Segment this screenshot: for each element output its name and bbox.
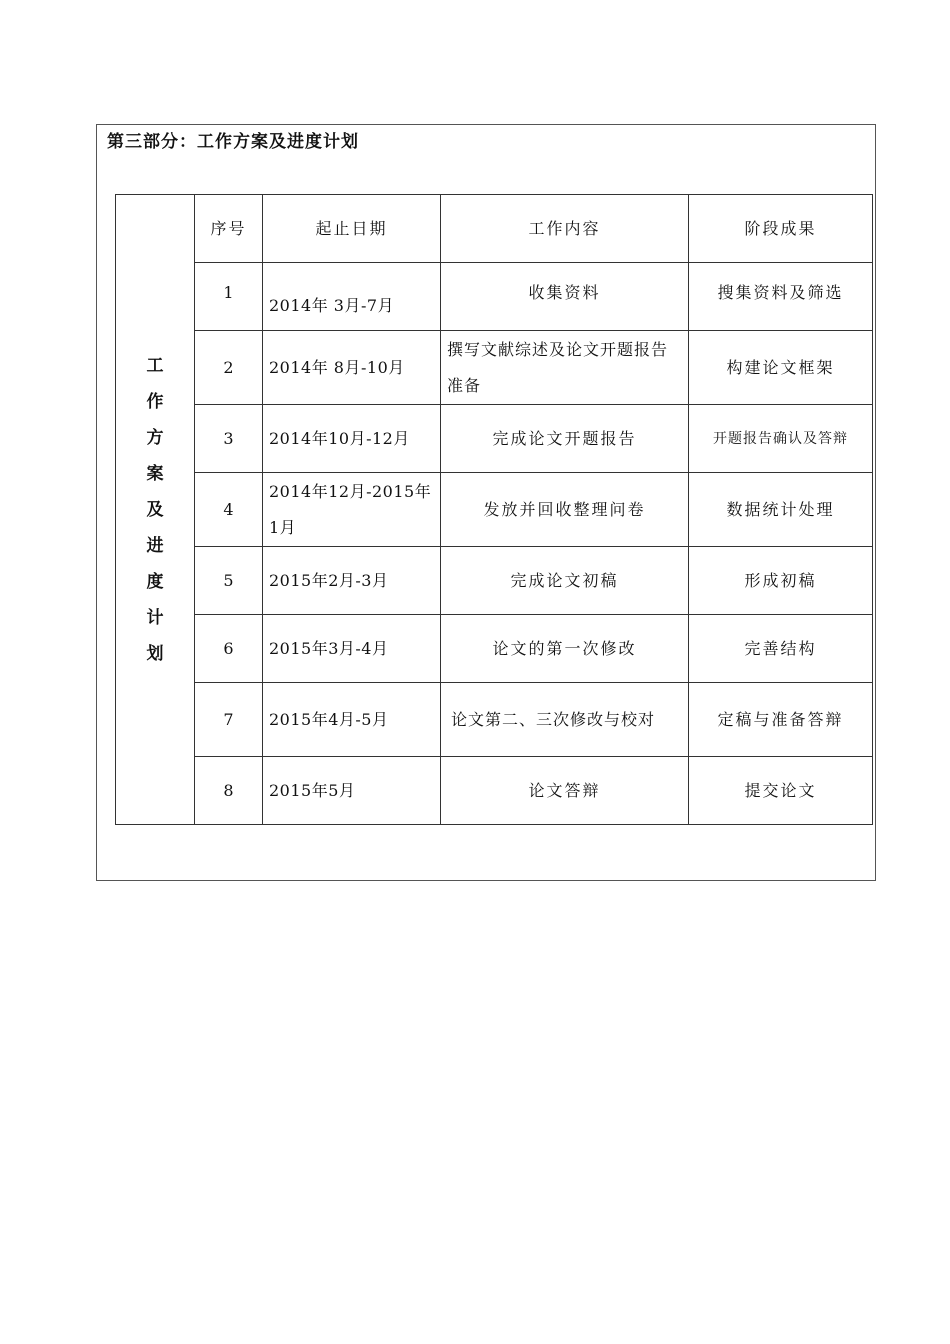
row-date: 2015年3月-4月 <box>263 615 441 683</box>
row-no: 7 <box>195 683 263 757</box>
row-content: 完成论文开题报告 <box>441 405 689 473</box>
table-row <box>116 683 873 757</box>
row-no: 3 <box>195 405 263 473</box>
row-date: 2015年5月 <box>263 757 441 825</box>
header-result: 阶段成果 <box>689 195 873 263</box>
row-no: 5 <box>195 547 263 615</box>
row-no: 1 <box>195 263 263 331</box>
table-row <box>116 757 873 825</box>
row-result: 提交论文 <box>689 757 873 825</box>
row-content: 论文的第一次修改 <box>441 615 689 683</box>
row-result: 形成初稿 <box>689 547 873 615</box>
side-label-cell <box>116 195 195 825</box>
row-date: 2014年 3月-7月 <box>263 263 441 331</box>
row-content: 论文答辩 <box>441 757 689 825</box>
row-date: 2015年2月-3月 <box>263 547 441 615</box>
schedule-table <box>115 194 873 825</box>
section-title: 第三部分：工作方案及进度计划 <box>107 132 359 152</box>
table-row <box>116 263 873 331</box>
header-no: 序号 <box>195 195 263 263</box>
table-header-row <box>116 195 873 263</box>
row-result: 完善结构 <box>689 615 873 683</box>
table-row <box>116 547 873 615</box>
row-result: 搜集资料及筛选 <box>689 263 873 331</box>
table-row <box>116 615 873 683</box>
row-content: 论文第二、三次修改与校对 <box>441 683 689 757</box>
row-date: 2015年4月-5月 <box>263 683 441 757</box>
row-no: 4 <box>195 473 263 547</box>
table-row <box>116 405 873 473</box>
row-result: 开题报告确认及答辩 <box>689 405 873 473</box>
side-label: 工作方案及进度计划 <box>146 355 164 664</box>
row-result: 构建论文框架 <box>689 331 873 405</box>
table-row <box>116 473 873 547</box>
row-content: 收集资料 <box>441 263 689 331</box>
row-date: 2014年 8月-10月 <box>263 331 441 405</box>
header-content: 工作内容 <box>441 195 689 263</box>
section-frame <box>96 124 876 881</box>
row-result: 数据统计处理 <box>689 473 873 547</box>
row-content: 发放并回收整理问卷 <box>441 473 689 547</box>
table-row <box>116 331 873 405</box>
row-content: 撰写文献综述及论文开题报告准备 <box>441 331 689 405</box>
row-no: 8 <box>195 757 263 825</box>
row-content: 完成论文初稿 <box>441 547 689 615</box>
row-result: 定稿与准备答辩 <box>689 683 873 757</box>
row-date: 2014年12月-2015年1月 <box>263 473 441 547</box>
header-date: 起止日期 <box>263 195 441 263</box>
row-no: 6 <box>195 615 263 683</box>
row-date: 2014年10月-12月 <box>263 405 441 473</box>
row-no: 2 <box>195 331 263 405</box>
